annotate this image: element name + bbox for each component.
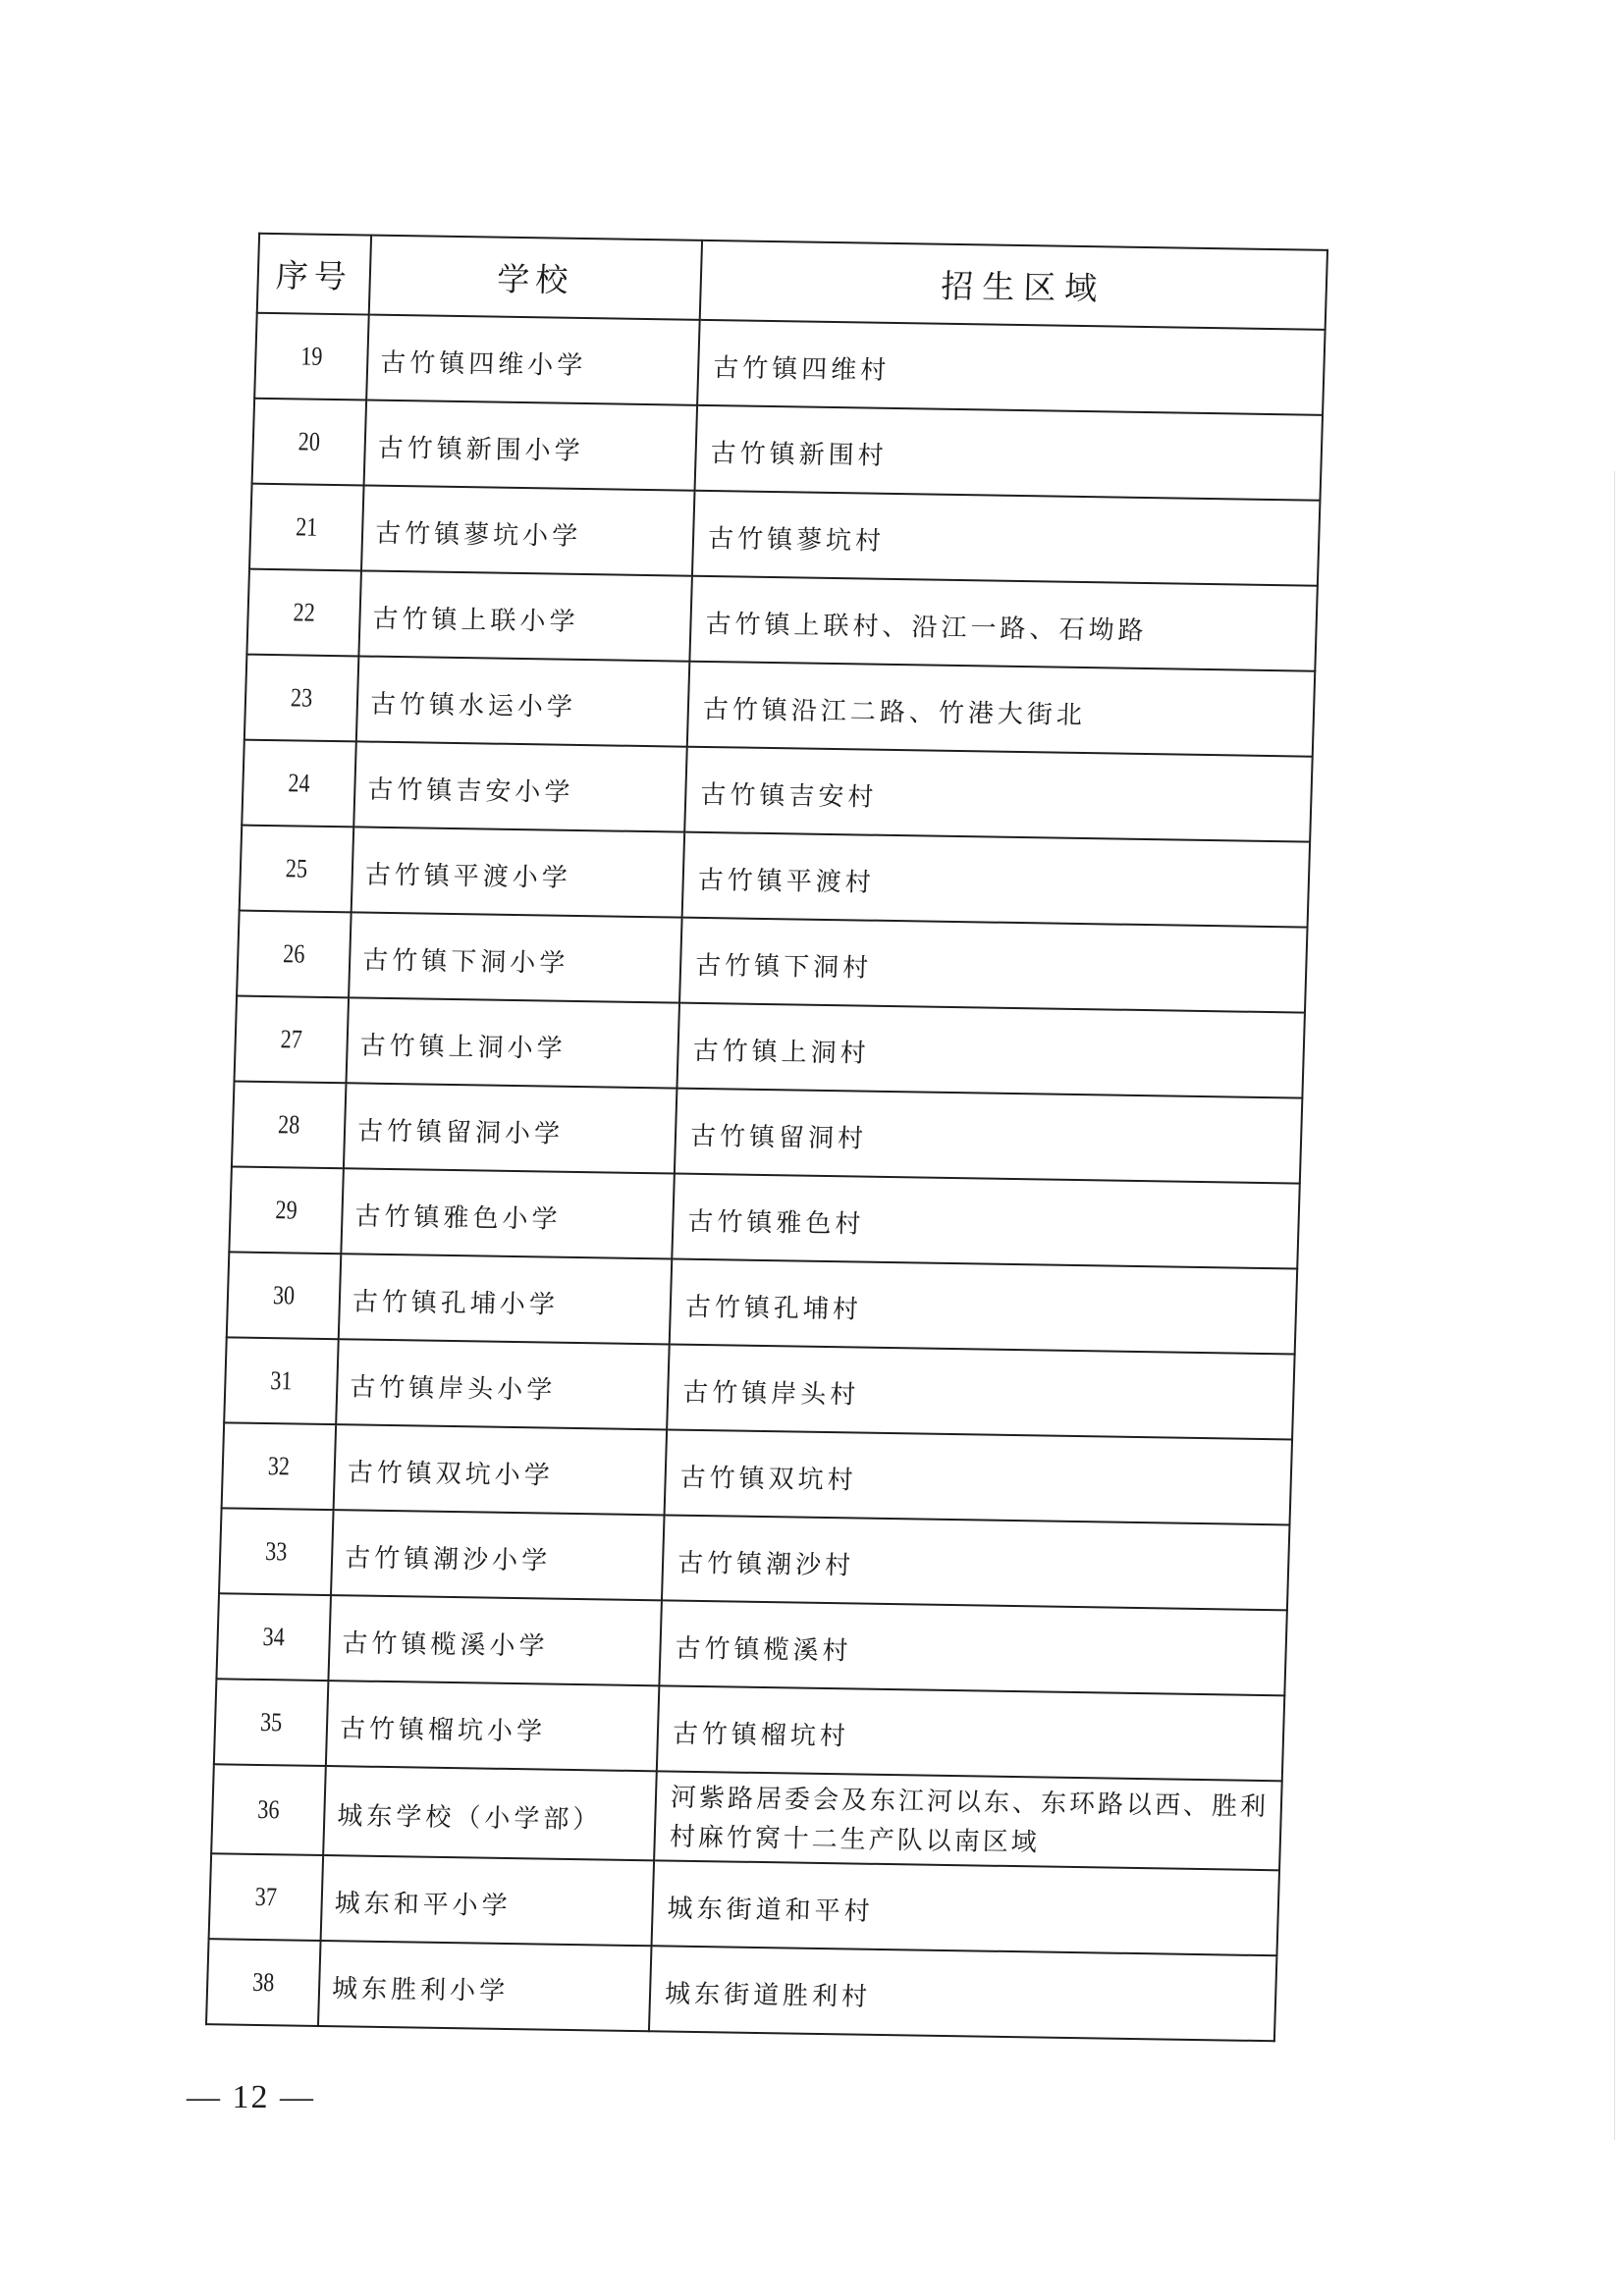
scan-edge-line [1614,471,1615,2140]
row-number: 21 [259,484,353,570]
row-number: 29 [240,1167,334,1254]
table-row [235,996,1305,1098]
table-row [224,1337,1294,1439]
header-enrollment-area: 招生区域 [700,240,1327,330]
table-row [216,1593,1286,1695]
row-number: 26 [246,911,341,997]
enrollment-table [205,233,1328,2042]
row-number: 27 [244,996,339,1083]
table-row [254,313,1325,415]
enrollment-area: 河紫路居委会及东江河以东、东环路以西、胜利村麻竹窝十二生产队以南区域 [654,1771,1282,1870]
table-row [229,1166,1299,1268]
school-name: 古竹镇四维小学 [366,315,700,405]
row-number: 30 [237,1253,331,1339]
page-number: — 12 — [187,2079,315,2115]
enrollment-area: 古竹镇双坑村 [665,1429,1293,1524]
enrollment-area: 古竹镇沿江二路、竹港大街北 [687,662,1316,757]
enrollment-area: 古竹镇岸头村 [667,1344,1295,1439]
row-number: 34 [227,1593,321,1680]
table-row [252,399,1323,501]
row-number: 35 [224,1679,318,1765]
enrollment-area: 古竹镇平渡村 [682,832,1311,928]
school-name: 城东胜利小学 [318,1941,652,2031]
school-name: 古竹镇新围小学 [364,400,698,491]
table-row [219,1508,1289,1610]
school-name: 古竹镇水运小学 [356,656,690,746]
school-name: 古竹镇双坑小学 [334,1424,668,1515]
enrollment-area: 古竹镇上洞村 [677,1003,1305,1098]
enrollment-area: 古竹镇留洞村 [675,1089,1303,1184]
enrollment-area: 古竹镇上联村、沿江一路、石坳路 [689,576,1318,671]
school-name: 古竹镇孔埔小学 [339,1254,673,1344]
school-name: 古竹镇蓼坑小学 [361,485,695,575]
table-row [240,826,1310,928]
school-name: 古竹镇雅色小学 [341,1168,675,1258]
row-number: 36 [221,1764,315,1854]
row-number: 28 [242,1082,336,1168]
enrollment-area: 古竹镇吉安村 [684,747,1313,842]
row-number: 22 [257,569,352,656]
table-row [242,740,1312,842]
school-name: 古竹镇岸头小学 [336,1339,670,1429]
header-school: 学校 [369,236,702,320]
school-name: 古竹镇榄溪小学 [328,1595,662,1685]
table-row [211,1764,1282,1870]
table-row [237,911,1307,1013]
row-number: 32 [232,1423,326,1510]
enrollment-area: 古竹镇下洞村 [679,918,1308,1013]
enrollment-area: 古竹镇蓼坑村 [692,491,1321,586]
table-row [246,569,1317,671]
table-row [232,1081,1302,1183]
row-number: 20 [262,399,356,485]
table-row [206,1939,1276,2041]
enrollment-area: 城东街道胜利村 [649,1946,1277,2041]
row-number: 23 [254,655,349,741]
table-row [209,1853,1279,1955]
enrollment-area: 古竹镇孔埔村 [670,1259,1298,1355]
school-name: 城东和平小学 [321,1855,655,1946]
row-number: 19 [264,313,358,400]
enrollment-table-wrapper [205,233,1326,2042]
school-name: 古竹镇上联小学 [358,570,692,661]
school-name: 古竹镇留洞小学 [344,1083,677,1173]
enrollment-area: 古竹镇雅色村 [672,1174,1300,1269]
table-row [222,1422,1292,1524]
header-serial-number: 序号 [257,234,371,315]
school-name: 古竹镇下洞小学 [349,912,682,1002]
table-row [244,655,1315,757]
row-number: 24 [252,740,347,827]
school-name: 古竹镇潮沙小学 [331,1510,665,1600]
school-name: 古竹镇上洞小学 [346,997,679,1088]
table-row [249,484,1320,586]
school-name: 古竹镇榴坑小学 [326,1681,660,1771]
enrollment-area: 古竹镇新围村 [695,405,1324,501]
row-number: 33 [229,1508,323,1594]
school-name: 古竹镇平渡小学 [352,827,685,917]
school-name: 古竹镇吉安小学 [353,741,687,831]
enrollment-area: 古竹镇榴坑村 [657,1685,1285,1781]
row-number: 25 [249,826,344,912]
school-name: 城东学校（小学部） [323,1766,657,1860]
row-number: 31 [234,1338,328,1424]
enrollment-area: 古竹镇榄溪村 [659,1600,1287,1695]
row-number: 37 [219,1853,313,1940]
enrollment-area: 古竹镇四维村 [697,320,1326,415]
row-number: 38 [216,1939,310,2025]
table-row [227,1252,1297,1354]
enrollment-area: 城东街道和平村 [652,1860,1280,1955]
enrollment-area: 古竹镇潮沙村 [662,1515,1290,1610]
table-row [214,1679,1284,1781]
